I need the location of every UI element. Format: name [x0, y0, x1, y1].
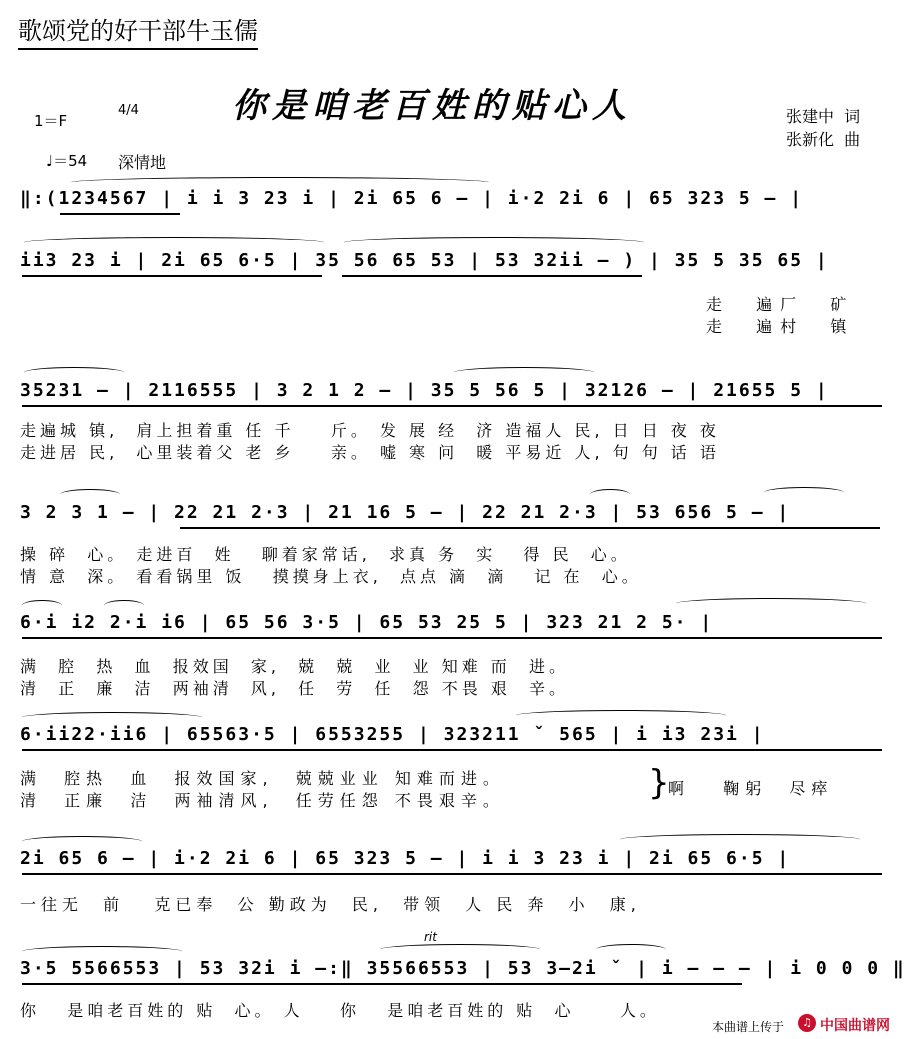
slur	[22, 946, 182, 957]
lyricist-credit: 张建中 词	[786, 107, 861, 126]
beam-line	[22, 873, 882, 875]
notation-line: 6·i i2 2·i i6 | 65 56 3·5 | 65 53 25 5 | 323 21 2 5· |	[20, 612, 714, 633]
slur	[24, 237, 324, 248]
slur	[22, 600, 62, 611]
notation-line: 2i 65 6 – | i·2 2i 6 | 65 323 5 – | i i 3 23 i | 2i 65 6·5 |	[20, 848, 791, 869]
notation-line: ‖:(1234567 | i i 3 23 i | 2i 65 6 – | i·2 2i 6 | 65 323 5 – |	[20, 188, 804, 209]
lyric-line-2: 情 意 深。 看看锅里 饭 摸摸身上衣, 点点 滴 滴 记 在 心。	[20, 567, 642, 586]
beam-line	[22, 749, 882, 751]
brace: }	[648, 763, 670, 803]
notation-line: 6·ii22·ii6 | 65563·5 | 6553255 | 323211 ˇ 565 | i i3 23i |	[20, 724, 765, 745]
expression-marking: 深情地	[118, 153, 167, 172]
lyric-line-1: 你 是咱老百姓的 贴 心。 人 你 是咱老百姓的 贴 心 人。	[20, 1001, 660, 1020]
slur	[676, 598, 866, 609]
notation-line: 3 2 3 1 – | 22 21 2·3 | 21 16 5 – | 22 21 2·3 | 53 656 5 – |	[20, 502, 791, 523]
lyric-line-1: 走 遍厂 矿	[706, 295, 855, 314]
beam-line	[22, 983, 742, 985]
beam-line	[22, 405, 882, 407]
slur	[24, 367, 124, 378]
side-lyric: 啊 鞠躬 尽瘁	[668, 779, 834, 798]
tempo-marking: ♩＝54	[46, 152, 88, 170]
beam-line	[180, 527, 880, 529]
lyric-line-1: 走遍城 镇, 肩上担着重 任 千 斤。 发 展 经 济 造福人 民, 日 日 夜 夜	[20, 421, 720, 440]
notation-line: 3·5 5566553 | 53 32i i –:‖ 35566553 | 53 3–2i ˇ | i – – – | i 0 0 0 ‖	[20, 958, 906, 979]
album-title: 歌颂党的好干部牛玉儒	[18, 14, 258, 50]
slur	[516, 710, 726, 721]
lyric-line-2: 清 正 廉 洁 两袖清 风, 任 劳 任 怨 不畏 艰 辛。	[20, 679, 569, 698]
slur	[764, 487, 844, 498]
slur	[454, 367, 594, 378]
site-name: 中国曲谱网	[820, 1018, 890, 1034]
lyric-line-1: 一往无 前 克已奉 公 勤政为 民, 带领 人 民 奔 小 康,	[20, 895, 641, 914]
slur	[70, 177, 490, 188]
slur	[22, 836, 142, 847]
lyric-line-2: 清 正廉 洁 两袖清风, 任劳任怨 不畏艰辛。	[20, 791, 505, 810]
song-title: 你是咱老百姓的贴心人	[232, 86, 632, 126]
slur	[380, 944, 540, 955]
time-signature: 4/4	[118, 103, 139, 118]
site-logo-icon: ♫	[798, 1014, 816, 1032]
lyric-line-1: 满 腔 热 血 报效国 家, 兢 兢 业 业 知难 而 进。	[20, 657, 569, 676]
beam-line	[60, 213, 180, 215]
beam-line	[342, 275, 642, 277]
lyric-line-2: 走进居 民, 心里装着父 老 乡 亲。 嘘 寒 问 暖 平易近 人, 句 句 话 语	[20, 443, 720, 462]
notation-line: ii3 23 i | 2i 65 6·5 | 35 56 65 53 | 53 32ii – ) | 35 5 35 65 |	[20, 250, 829, 271]
slur	[596, 944, 666, 955]
lyric-line-2: 走 遍村 镇	[706, 317, 855, 336]
composer-credit: 张新化 曲	[786, 130, 861, 149]
slur	[590, 489, 630, 500]
beam-line	[22, 275, 322, 277]
notation-line: 35231 – | 2116555 | 3 2 1 2 – | 35 5 56 5 | 32126 – | 21655 5 |	[20, 380, 829, 401]
beam-line	[22, 637, 882, 639]
ritardando-mark: rit	[424, 930, 437, 944]
slur	[620, 834, 860, 845]
key-signature: 1＝F	[34, 112, 68, 130]
slur	[22, 712, 202, 723]
upload-note: 本曲谱上传于	[712, 1020, 785, 1034]
slur	[344, 237, 644, 248]
lyric-line-1: 操 碎 心。 走进百 姓 聊着家常话, 求真 务 实 得 民 心。	[20, 545, 631, 564]
slur	[60, 489, 120, 500]
lyric-line-1: 满 腔热 血 报效国家, 兢兢业业 知难而进。	[20, 769, 505, 788]
slur	[104, 600, 144, 611]
